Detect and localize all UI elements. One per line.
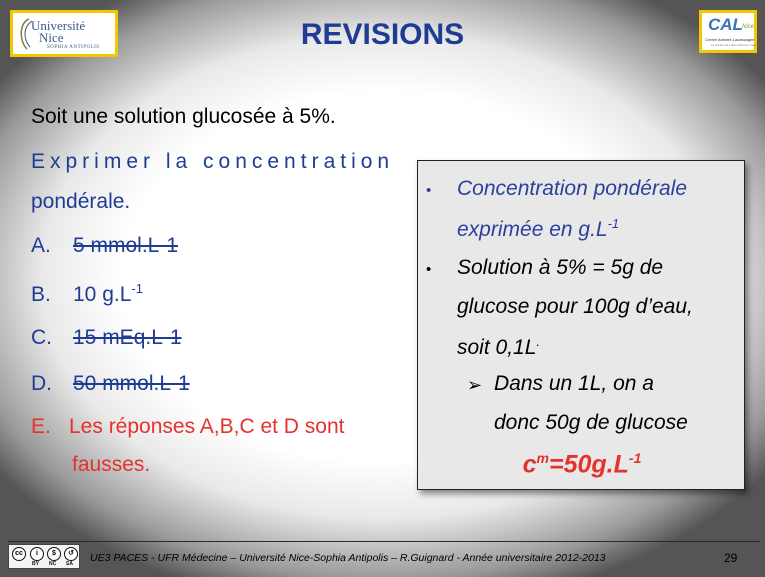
option-letter: D. bbox=[31, 372, 52, 395]
answer-item1-line1: Concentration pondérale bbox=[457, 177, 687, 200]
answer-item1-line2 bbox=[457, 216, 619, 242]
option-b bbox=[31, 281, 143, 307]
question-prompt-line1: Exprimer la concentration bbox=[31, 150, 395, 173]
option-c bbox=[31, 326, 182, 350]
question-statement: Soit une solution glucosée à 5%. bbox=[31, 105, 336, 128]
slide-title: REVISIONS bbox=[300, 18, 465, 51]
option-a bbox=[31, 234, 178, 258]
answer-item2-text: soit 0,1L bbox=[457, 336, 537, 359]
logo-text-centre: Centre Antoine-Lacassagne bbox=[705, 37, 755, 42]
question-prompt-line2: pondérale. bbox=[31, 190, 131, 213]
answer-sub-line2: donc 50g de glucose bbox=[494, 411, 688, 434]
option-sup: -1 bbox=[131, 281, 143, 296]
formula-sup-m: m bbox=[536, 450, 549, 466]
logo-text-cal: CAL bbox=[708, 15, 743, 34]
answer-item2-sup: . bbox=[536, 334, 541, 349]
formula-main: =50g.L bbox=[549, 450, 629, 479]
answer-formula bbox=[418, 450, 746, 479]
cc-icon: cc bbox=[12, 547, 26, 561]
option-letter: A. bbox=[31, 234, 51, 257]
answer-item2-line2: glucose pour 100g d’eau, bbox=[457, 295, 693, 318]
option-text: 10 g.L bbox=[73, 283, 132, 306]
creative-commons-badge bbox=[8, 544, 80, 569]
footer-divider bbox=[8, 541, 760, 542]
option-e bbox=[31, 408, 411, 484]
option-letter: C. bbox=[31, 326, 52, 349]
answer-box bbox=[417, 160, 745, 490]
arrow-bullet-icon: ➢ bbox=[467, 375, 483, 395]
option-letter: B. bbox=[31, 283, 51, 306]
page-number: 29 bbox=[724, 551, 738, 565]
option-d bbox=[31, 372, 190, 396]
logo-text-universite: Université bbox=[31, 18, 86, 33]
option-text-cont: fausses. bbox=[72, 453, 151, 476]
by-icon: i bbox=[30, 547, 44, 561]
logo-text-sophia: SOPHIA ANTIPOLIS bbox=[47, 45, 100, 50]
logo-text-nice: Nice bbox=[39, 30, 64, 45]
option-text-struck: 15 mEq.L-1 bbox=[73, 326, 182, 349]
license-sa: SA bbox=[66, 561, 73, 567]
formula-c: c bbox=[522, 450, 537, 479]
formula-sup: -1 bbox=[628, 450, 642, 466]
answer-item1-text: exprimée en g.L bbox=[457, 218, 608, 241]
logo-text-cal-nice: Nice bbox=[742, 24, 755, 30]
answer-item2-line1: Solution à 5% = 5g de bbox=[457, 256, 664, 279]
option-text: Les réponses A,B,C et D sont bbox=[69, 415, 345, 438]
bullet-icon: • bbox=[426, 182, 432, 199]
answer-item2-line3 bbox=[457, 334, 540, 360]
option-text-struck: 5 mmol.L-1 bbox=[73, 234, 179, 257]
answer-item1-sup: -1 bbox=[607, 216, 620, 231]
footer-text: UE3 PACES - UFR Médecine – Université Nice-Sophia Antipolis – R.Guignard - Année universitaire 2012-2013 bbox=[90, 552, 606, 564]
sa-icon: ↺ bbox=[64, 547, 78, 561]
license-by: BY bbox=[32, 561, 39, 567]
bullet-icon: • bbox=[426, 261, 432, 278]
license-nc: NC bbox=[49, 561, 57, 567]
nc-icon: $ bbox=[47, 547, 61, 561]
answer-sub-line1: Dans un 1L, on a bbox=[494, 372, 654, 395]
option-letter: E. bbox=[31, 415, 51, 438]
logo-text-centre-sub: Le Centre de Lutte Contre le Cancer bbox=[711, 43, 760, 47]
option-text-struck: 50 mmol.L-1 bbox=[73, 372, 190, 395]
